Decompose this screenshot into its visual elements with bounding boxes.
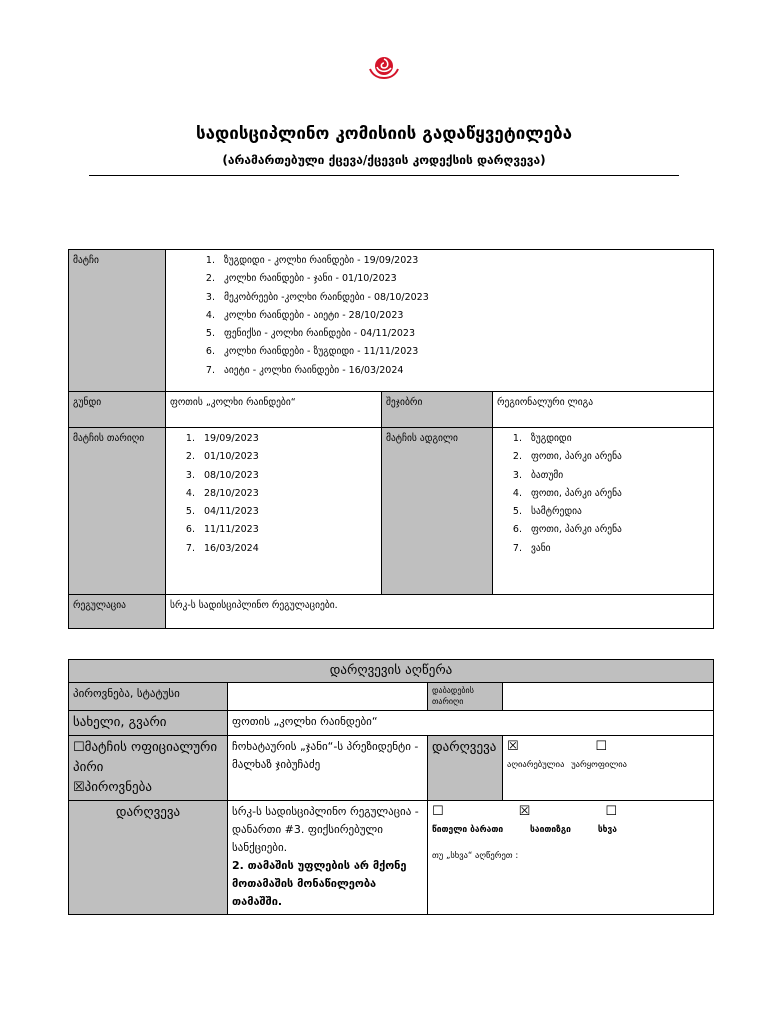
- violation-table: [68, 659, 714, 915]
- list-item: 2. ფოთი, პარკი არენა: [525, 448, 709, 466]
- citation-label: საითიზგი: [530, 825, 571, 835]
- page-subtitle: (არამართებული ქცევა/ქცევის კოდექსის დარღვევა): [222, 153, 546, 167]
- federation-logo: [367, 54, 401, 80]
- match-info-table: [68, 249, 714, 629]
- venues-list: [497, 430, 709, 558]
- other-checkbox[interactable]: ☐: [605, 804, 617, 819]
- list-item: 7. ვანი: [525, 540, 709, 558]
- dob-value: [503, 683, 714, 711]
- list-item: 4. კოლხი რაინდები - აიეტი - 28/10/2023: [218, 307, 709, 325]
- list-item: 2. კოლხი რაინდები - ჯანი - 01/10/2023: [218, 270, 709, 288]
- dob-label: დაბადების თარიღი: [428, 683, 503, 711]
- admitted-label: აღიარებულია: [507, 760, 565, 770]
- dates-list: [170, 430, 377, 558]
- admitted-checkbox[interactable]: ☒: [507, 739, 519, 754]
- official-checkbox-label: ☐მატჩის ოფიციალური პირი: [73, 740, 218, 775]
- list-item: 3. მეკობრეები -კოლხი რაინდები - 08/10/2023: [218, 289, 709, 307]
- list-item: 6. 11/11/2023: [198, 521, 377, 539]
- list-item: 6. ფოთი, პარკი არენა: [525, 521, 709, 539]
- regulation-value: სრკ-ს სადისციპლინო რეგულაციები.: [166, 595, 714, 629]
- list-item: 1. ზუგდიდი - კოლხი რაინდები - 19/09/2023: [218, 252, 709, 270]
- competition-label: შეჯიბრი: [382, 392, 493, 428]
- denied-checkbox[interactable]: ☐: [595, 739, 607, 754]
- list-item: 5. 04/11/2023: [198, 503, 377, 521]
- other-label: სხვა: [597, 825, 617, 835]
- red-card-checkbox[interactable]: ☐: [432, 804, 444, 819]
- competition-value: რეგიონალური ლიგა: [493, 392, 714, 428]
- violation-header: დარღვევის აღწერა: [69, 660, 714, 683]
- match-venue-label: მატჩის ადგილი: [382, 428, 493, 595]
- citation-checkbox[interactable]: ☒: [518, 804, 531, 819]
- list-item: 7. 16/03/2024: [198, 540, 377, 558]
- breach2-text: სრკ-ს სადისციპლინო რეგულაცია - დანართი #3. ფიქსირებული სანქციები.: [232, 805, 419, 854]
- person-checkbox-label: ☒პიროვნება: [73, 780, 152, 795]
- list-item: 3. ბათუმი: [525, 467, 709, 485]
- denied-label: უარყოფილია: [571, 760, 627, 770]
- match-dates-cell: [166, 428, 382, 595]
- name-value: ფოთის „კოლხი რაინდები“: [228, 711, 714, 736]
- list-item: 1. 19/09/2023: [198, 430, 377, 448]
- official-value: ჩოხატაურის „ჯანი“-ს პრეზიდენტი - მალხაზ ჯიბუჩაძე: [228, 736, 428, 801]
- matches-list: [170, 252, 709, 380]
- title-divider: [89, 175, 679, 176]
- list-item: 6. კოლხი რაინდები - ზუგდიდი - 11/11/2023: [218, 343, 709, 361]
- list-item: 1. ზუგდიდი: [525, 430, 709, 448]
- matches-label: მატჩი: [69, 250, 166, 392]
- red-card-label: წითელი ბარათი: [432, 825, 504, 835]
- match-date-label: მატჩის თარიღი: [69, 428, 166, 595]
- official-label-cell: [69, 736, 228, 801]
- list-item: 7. აიეტი - კოლხი რაინდები - 16/03/2024: [218, 362, 709, 380]
- team-label: გუნდი: [69, 392, 166, 428]
- person-status-value: [228, 683, 428, 711]
- list-item: 2. 01/10/2023: [198, 448, 377, 466]
- person-status-label: პიროვნება, სტატუსი: [69, 683, 228, 711]
- breach2-label: დარღვევა: [69, 801, 228, 915]
- breach2-cell: [228, 801, 428, 915]
- list-item: 4. 28/10/2023: [198, 485, 377, 503]
- matches-cell: [166, 250, 714, 392]
- match-venues-cell: [493, 428, 714, 595]
- breach-label: დარღვევა: [428, 736, 503, 801]
- other-note: თუ „სხვა“ აღწერეთ :: [432, 851, 519, 861]
- name-label: სახელი, გვარი: [69, 711, 228, 736]
- list-item: 5. სამტრედია: [525, 503, 709, 521]
- list-item: 4. ფოთი, პარკი არენა: [525, 485, 709, 503]
- breach-options-cell: [503, 736, 714, 801]
- team-value: ფოთის „კოლხი რაინდები“: [166, 392, 382, 428]
- regulation-label: რეგულაცია: [69, 595, 166, 629]
- page-title: სადისციპლინო კომისიის გადაწყვეტილება: [195, 124, 573, 144]
- list-item: 3. 08/10/2023: [198, 467, 377, 485]
- breach2-bold: 2. თამაშის უფლების არ მქონე მოთამაშის მონაწილეობა თამაშში.: [232, 859, 407, 908]
- card-options-cell: [428, 801, 714, 915]
- list-item: 5. ფენიქსი - კოლხი რაინდები - 04/11/2023: [218, 325, 709, 343]
